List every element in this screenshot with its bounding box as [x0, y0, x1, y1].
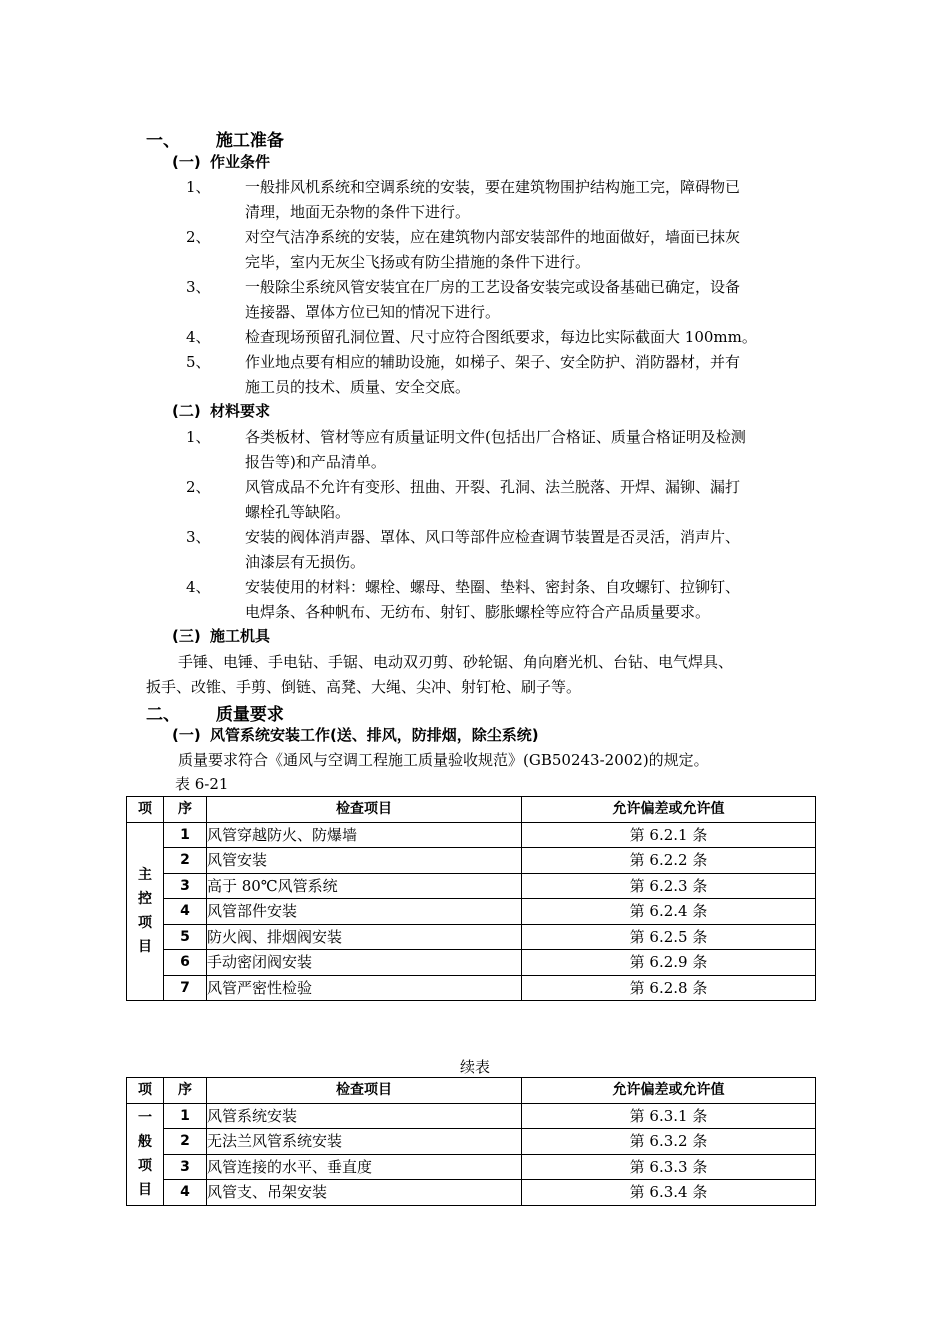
header-item: 检查项目 — [207, 797, 522, 823]
table-row: 7 风管严密性检验 第 6.2.8 条 — [127, 975, 816, 1001]
table-row: 一般项目 1 风管系统安装 第 6.3.1 条 — [127, 1103, 816, 1129]
subsection-work-conditions: (一) 作业条件 — [172, 153, 270, 171]
table-row: 2 风管安装 第 6.2.2 条 — [127, 848, 816, 874]
table-row: 主控项目 1 风管穿越防火、防爆墙 第 6.2.1 条 — [127, 822, 816, 848]
table-1-caption: 表 6-21 — [175, 775, 229, 793]
section-2-heading — [146, 700, 284, 725]
table-row: 5 防火阀、排烟阀安装 第 6.2.5 条 — [127, 924, 816, 950]
table-2-caption: 续表 — [459, 1058, 490, 1076]
table-row: 4 风管部件安装 第 6.2.4 条 — [127, 899, 816, 925]
table-header-row — [127, 1078, 816, 1104]
quality-text: 质量要求符合《通风与空调工程施工质量验收规范》(GB50243-2002)的规定。 — [178, 751, 709, 769]
category-cell: 一般项目 — [127, 1103, 164, 1205]
table-general-items — [126, 1077, 816, 1206]
section-number: 二、 — [146, 705, 180, 725]
category-cell: 主控项目 — [127, 822, 164, 1001]
subsection-tools: (三) 施工机具 — [172, 627, 270, 645]
subsection-material-requirements: (二) 材料要求 — [172, 402, 270, 420]
table-row: 2 无法兰风管系统安装 第 6.3.2 条 — [127, 1129, 816, 1155]
tools-line-1: 手锤、电锤、手电钻、手锯、电动双刃剪、砂轮锯、角向磨光机、台钻、电气焊具、 — [178, 653, 734, 671]
section-number: 一、 — [146, 131, 180, 151]
header-value: 允许偏差或允许值 — [522, 797, 816, 823]
table-row: 3 高于 80℃风管系统 第 6.2.3 条 — [127, 873, 816, 899]
subsection-duct-system: (一) 风管系统安装工作(送、排风，防排烟，除尘系统) — [172, 726, 539, 744]
header-seq: 序 — [164, 797, 207, 823]
table-row: 6 手动密闭阀安装 第 6.2.9 条 — [127, 950, 816, 976]
table-header-row — [127, 797, 816, 823]
header-value: 允许偏差或允许值 — [522, 1078, 816, 1104]
section-1-heading — [146, 126, 284, 151]
table-row: 4 风管支、吊架安装 第 6.3.4 条 — [127, 1180, 816, 1206]
section-title: 施工准备 — [215, 131, 284, 151]
header-item: 检查项目 — [207, 1078, 522, 1104]
table-main-control-items — [126, 796, 816, 1001]
section-title: 质量要求 — [215, 705, 284, 725]
tools-line-2: 扳手、改锥、手剪、倒链、高凳、大绳、尖冲、射钉枪、刷子等。 — [146, 678, 582, 696]
header-category: 项 — [127, 797, 164, 823]
header-category: 项 — [127, 1078, 164, 1104]
header-seq: 序 — [164, 1078, 207, 1104]
table-row: 3 风管连接的水平、垂直度 第 6.3.3 条 — [127, 1154, 816, 1180]
